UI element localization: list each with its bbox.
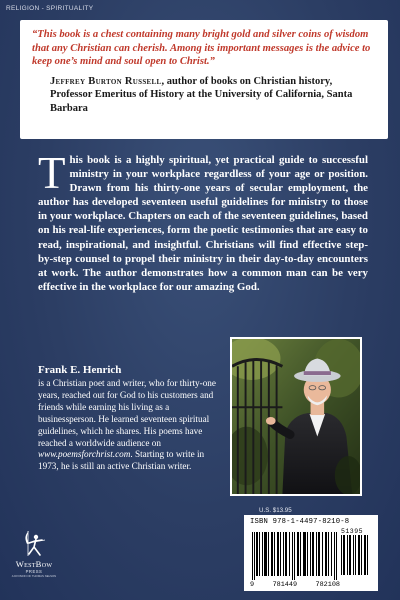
endorsement-quote: “This book is a chest containing many bright gold and silver coins of wisdom that any Christian can cherish. Among its important messages is the advice to keep one’s mind and soul open to Christ.” [32, 29, 371, 68]
addon-barcode-icon [341, 535, 369, 575]
barcode-digits [250, 581, 340, 589]
isbn-barcode [244, 515, 378, 591]
endorsement-panel [20, 20, 388, 139]
author-website: www.poemsforchrist.com [38, 449, 131, 460]
price-label: U.S. $13.95 [259, 507, 292, 514]
barcode-addon [341, 528, 369, 580]
barcode-bars [250, 528, 372, 580]
author-photo-image [232, 339, 360, 494]
author-bio-text-end: . Starting to write in 1973, he is still an active Christian writer. [38, 449, 205, 472]
publisher-press: PRESS [25, 569, 43, 574]
publisher-tagline: A DIVISION OF THOMAS NELSON [11, 574, 57, 578]
ean-barcode-icon [250, 532, 338, 580]
book-description-text: his book is a highly spiritual, yet practical guide to successful ministry in your workplace regardless of your age or position. Drawn from his thirty-one years of secular employment, the author has developed seventeen useful guidelines for ministry to those in your workplace. Chapters on each of the seventeen guidelines, based on his real-life experiences, form the poetic testimonies that are easy to read, inspirational, and insightful. Christians will find effective step-by-step counsel to propel their ministry in their day-to-day encounters at work. The author demonstrates how a common man can be very effective in the workplace for our amazing God. [38, 154, 368, 293]
barcode-lead-digit: 9 [250, 581, 255, 589]
author-photo [230, 337, 362, 496]
westbow-archer-icon [19, 528, 49, 560]
endorser-name: Jeffrey Burton Russell [50, 75, 162, 87]
publisher-name: WestBow [15, 559, 53, 569]
endorser-description: , author of books on Christian history, Professor Emeritus of History at the University of California, Santa Barbara [50, 75, 353, 114]
drop-cap: T [38, 148, 66, 198]
endorsement-attribution [50, 75, 376, 116]
publisher-logo [10, 528, 58, 590]
isbn-number: ISBN 978-1-4497-8210-8 [250, 518, 350, 526]
addon-digits: 51395 [341, 528, 364, 535]
category-label: RELIGION - SPIRITUALITY [6, 5, 94, 12]
author-name: Frank E. Henrich [38, 364, 122, 376]
barcode-left-digits: 781449 [272, 581, 298, 589]
barcode-right-digits: 782108 [315, 581, 340, 589]
book-description [38, 148, 368, 294]
author-bio [38, 378, 224, 473]
author-bio-text: is a Christian poet and writer, who for thirty-one years, reached out for God to his customers and friends while earning his living as a businessperson. He learned seventeen spiritual guidelines, which he shares. His poems have reached a worldwide audience on [38, 378, 216, 448]
